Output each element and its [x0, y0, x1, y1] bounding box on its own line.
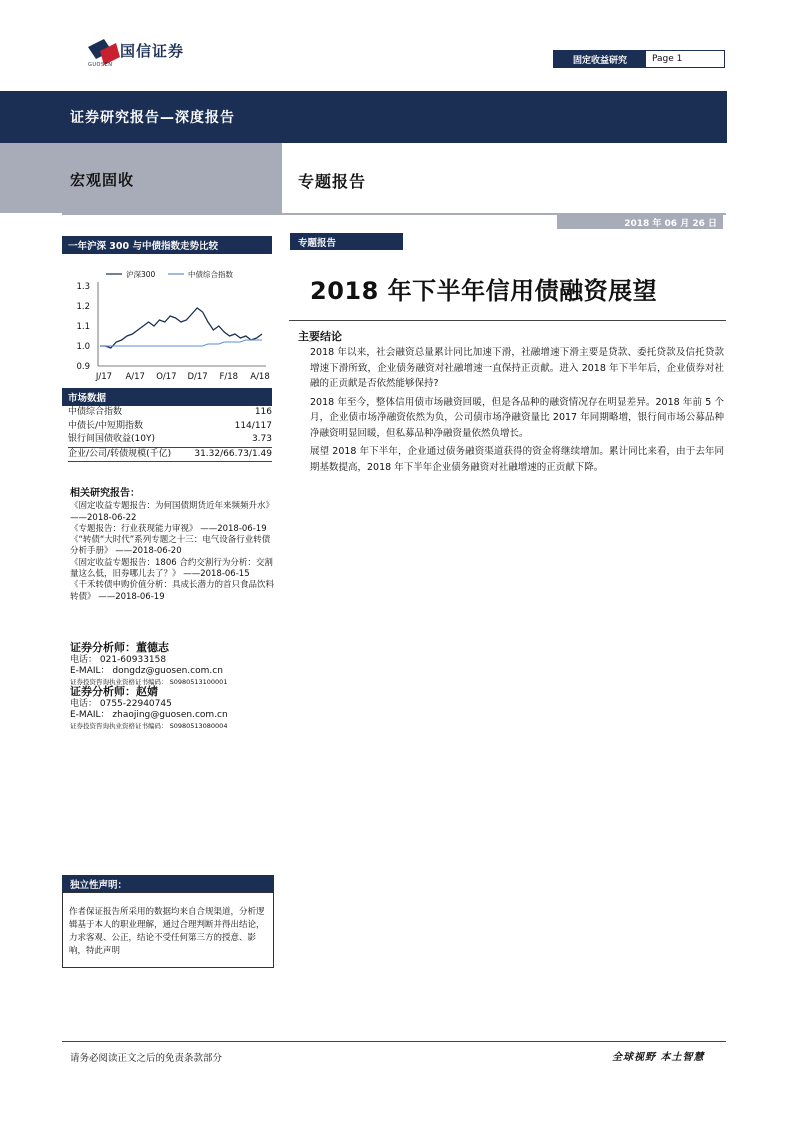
brand-sub: GUOSEN — [88, 62, 113, 68]
market-label: 中债综合指数 — [68, 407, 123, 417]
analyst-block — [70, 684, 276, 731]
market-row — [68, 420, 272, 434]
title-divider — [289, 320, 726, 321]
y-tick-label: 1.3 — [76, 282, 90, 292]
analyst-email[interactable]: E-MAIL： dongdz@guosen.com.cn — [70, 666, 223, 676]
market-value: 116 — [254, 407, 272, 417]
slogan: 全球视野 本土智慧 — [612, 1052, 705, 1063]
x-tick-label: O/17 — [156, 372, 177, 382]
analyst-phone: 电话： 0755-22940745 — [70, 699, 172, 709]
market-label: 银行间国债收益(10Y) — [68, 434, 155, 444]
y-tick-label: 1.2 — [76, 302, 90, 312]
y-tick-label: 1.0 — [76, 342, 90, 352]
market-value: 114/117 — [234, 420, 272, 431]
x-tick-label: A/18 — [250, 372, 270, 382]
category-label: 固定收益研究 — [554, 51, 646, 67]
market-label: 企业/公司/转债规模(千亿) — [68, 448, 172, 459]
related-item[interactable]: 《固定收益专题报告：为何国债期货近年来频频升水》 ——2018-06-22 — [70, 501, 275, 523]
chart-section-title: 一年沪深 300 与中债指数走势比较 — [62, 236, 272, 254]
market-value: 31.32/66.73/1.49 — [194, 448, 272, 459]
related-item[interactable]: 《千禾转债申购价值分析：具成长潜力的首只食品饮料转债》 ——2018-06-19 — [70, 580, 275, 602]
related-reports — [70, 488, 276, 603]
market-row — [68, 447, 272, 463]
index-trend-chart — [62, 254, 272, 384]
legend-label: 中债综合指数 — [188, 270, 233, 279]
footer-divider — [62, 1041, 726, 1042]
related-title: 相关研究报告： — [70, 488, 140, 499]
article-body — [310, 345, 724, 478]
analyst-cert: 证券投资咨询执业资格证书编码： S0980513100001 — [70, 678, 228, 686]
related-item[interactable]: 《固定收益专题报告：1806 合约交割行为分析：交割量这么低，旧券哪儿去了？》 ——2018-06-15 — [70, 557, 273, 580]
sector-band — [0, 143, 282, 213]
page-number: 1 — [676, 54, 683, 64]
market-row — [68, 406, 272, 420]
x-tick-label: F/18 — [219, 372, 239, 382]
declaration-text: 作者保证报告所采用的数据均来自合规渠道，分析逻辑基于本人的职业理解，通过合理判断并得出结论，力求客观、公正，结论不受任何第三方的授意、影响，特此声明 — [62, 892, 274, 968]
analyst-name: 证券分析师：董德志 — [70, 641, 169, 654]
analyst-cert: 证券投资咨询执业资格证书编码： S0980513080004 — [70, 722, 228, 730]
analyst-name: 证券分析师：赵婧 — [70, 685, 158, 698]
conclusion-title: 主要结论 — [298, 330, 342, 343]
brand-name: 国信证券 — [120, 42, 185, 60]
article-title: 2018 年下半年信用债融资展望 — [310, 277, 658, 305]
page-label: Page — [652, 54, 674, 64]
report-type: 证券研究报告—深度报告 — [70, 110, 235, 126]
related-item[interactable]: 《“转债“大时代”系列专题之十三：电气设备行业转债分析手册》 ——2018-06-20 — [70, 535, 271, 557]
report-type-band — [0, 91, 727, 143]
paragraph: 展望 2018 年下半年，企业通过债务融资渠道获得的资金将继续增加。累计同比来看，由于去年同期基数提高，2018 年下半年企业债务融资对社融增速的正贡献下降。 — [310, 446, 724, 473]
x-tick-label: A/17 — [125, 372, 145, 382]
report-date: 2018 年 06 月 26 日 — [557, 215, 723, 229]
page-indicator — [646, 51, 724, 67]
declaration-title: 独立性声明： — [62, 875, 274, 892]
paragraph: 2018 年以来，社会融资总量累计同比加速下滑，社融增速下滑主要是贷款、委托贷款及信托贷款增速下滑所致，企业债务融资对社融增速一直保持正贡献。进入 2018 年下半年后，企业债券对社融的正贡献是否依然能够保持? — [310, 347, 724, 389]
market-value: 3.73 — [251, 434, 272, 444]
market-data-table — [68, 406, 272, 462]
x-tick-label: J/17 — [95, 372, 113, 382]
disclaimer-note[interactable]: 请务必阅读正文之后的免责条款部分 — [70, 1053, 223, 1064]
article-tag: 专题报告 — [290, 233, 403, 250]
sector-label: 宏观固收 — [70, 171, 135, 189]
x-tick-label: D/17 — [187, 372, 208, 382]
y-tick-label: 1.1 — [76, 322, 90, 332]
paragraph: 2018 年至今，整体信用债市场融资回暖，但是各品种的融资情况存在明显差异。2018 年前 5 个月，企业债市场净融资依然为负，公司债市场净融资量比 2017 年同期略增，银行间市场公募品种净融资明显回暖，但私募品种净融资量依然负增长。 — [310, 396, 724, 439]
analyst-email[interactable]: E-MAIL： zhaojing@guosen.com.cn — [70, 710, 228, 720]
related-item[interactable]: 《专题报告：行业获现能力审视》 ——2018-06-19 — [70, 523, 267, 534]
legend-label: 沪深300 — [126, 270, 156, 279]
category-tag — [553, 50, 725, 68]
market-section-title: 市场数据 — [62, 388, 272, 406]
analyst-phone: 电话： 021-60933158 — [70, 655, 167, 665]
y-tick-label: 0.9 — [76, 362, 90, 372]
analyst-block — [70, 640, 276, 687]
market-label: 中债长/中短期指数 — [68, 420, 144, 431]
series-line — [100, 340, 262, 346]
market-row — [68, 433, 272, 447]
topic-heading: 专题报告 — [298, 172, 367, 191]
